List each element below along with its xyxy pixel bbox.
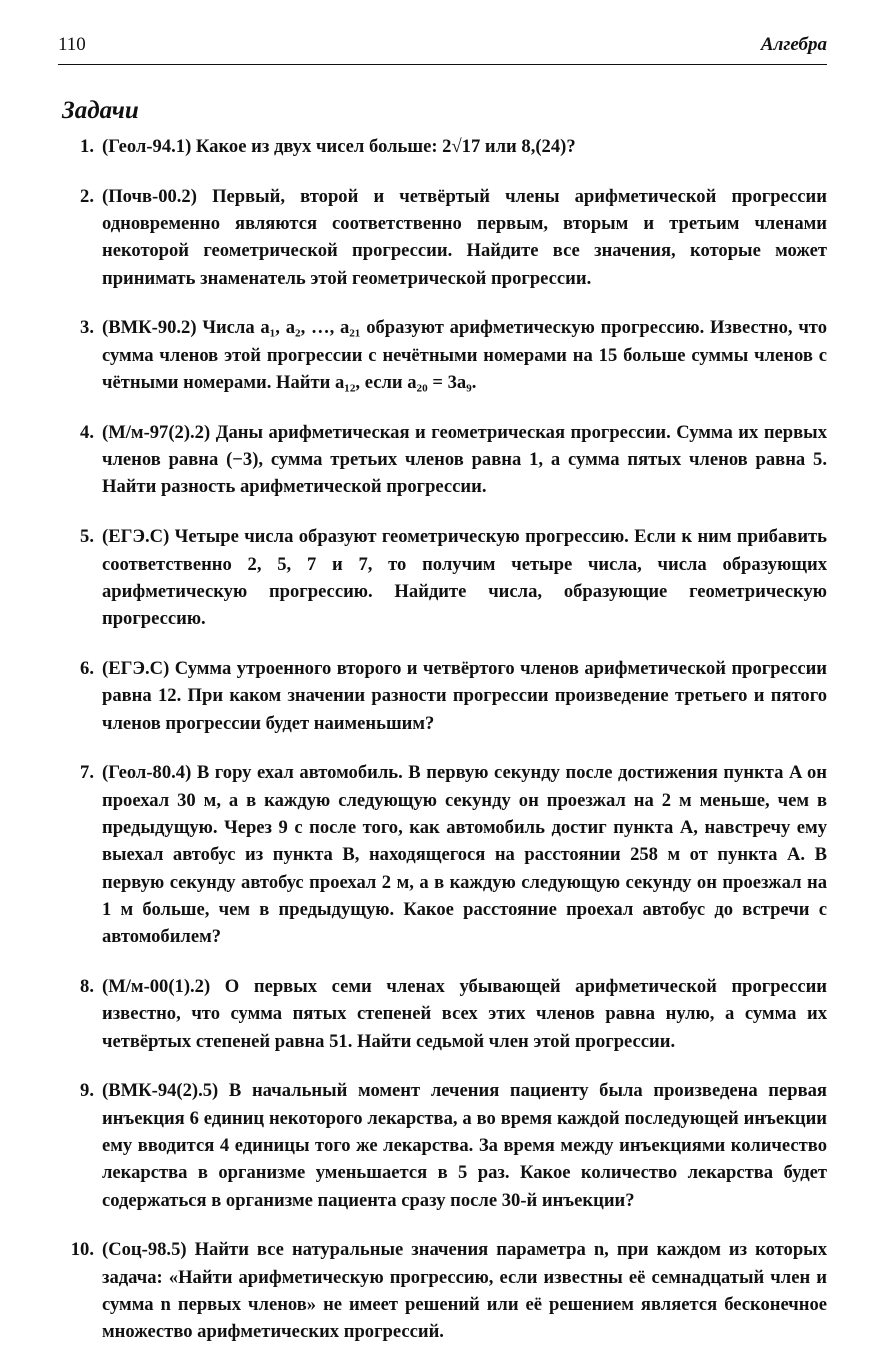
problem-item (58, 1077, 827, 1213)
problem-number: 5. (80, 526, 94, 548)
problem-text: (М/м-00(1).2) О первых семи членах убывающей арифметической прогрессии известно, что сумма пятых степеней всех этих членов равна нулю, а сумма их четвёртых степеней равна 51. Найти седьмой член этой прогрессии. (102, 975, 827, 1052)
problem-number: 6. (80, 657, 94, 679)
running-head: Алгебра (760, 34, 827, 55)
problem-text: (Геол-94.1) Какое из двух чисел больше: 2√17 или 8,(24)? (102, 136, 576, 157)
problem-number: 1. (80, 136, 94, 157)
problem-number: 2. (80, 185, 94, 207)
problem-item (58, 759, 827, 950)
problem-number: 8. (80, 975, 94, 997)
problem-text: (ЕГЭ.С) Сумма утроенного второго и четвёртого членов арифметической прогрессии равна 12. При каком значении разности прогрессии произведение третьего и пятого членов прогрессии будет наименьшим? (102, 657, 827, 734)
problem-item (58, 973, 827, 1055)
problem-item (58, 523, 827, 632)
problem-text: (Почв-00.2) Первый, второй и четвёртый члены арифметической прогрессии одновременно являются соответственно первым, вторым и третьим членами некоторой геометрической прогрессии. Найдите все значения, которые может принимать знаменатель этой геометрической прогрессии. (102, 185, 827, 289)
problem-item (58, 133, 827, 160)
header-rule (58, 64, 827, 65)
problem-item (58, 655, 827, 737)
problem-text: (Соц-98.5) Найти все натуральные значения параметра n, при каждом из которых задача: «Найти арифметическую прогрессию, если известны её семнадцатый член и сумма n первых членов» не имеет решений или её решением является бесконечное множество арифметических прогрессий. (102, 1239, 827, 1343)
problem-item (58, 183, 827, 292)
problem-item (58, 419, 827, 501)
page-number: 110 (58, 34, 86, 55)
problem-text: (ВМК-94(2).5) В начальный момент лечения пациенту была произведена первая инъекция 6 единиц некоторого лекарства, а во время каждой последующей инъекции ему вводится 4 единицы того же лекарства. За время между инъекциями количество лекарства в организме уменьшается в 5 раз. Какое количество лекарства будет содержаться в организме пациента сразу после 30-й инъекции? (102, 1080, 827, 1211)
problem-number: 4. (80, 421, 94, 443)
problem-item (58, 314, 827, 396)
problem-number: 9. (80, 1080, 94, 1102)
problem-list (58, 133, 827, 1345)
problem-number: 7. (80, 762, 94, 784)
problem-text: (ЕГЭ.С) Четыре числа образуют геометрическую прогрессию. Если к ним прибавить соответственно 2, 5, 7 и 7, то получим четыре числа, числа образующих арифметическую прогрессию. Найдите числа, образующие геометрическую прогрессию. (102, 526, 827, 630)
problem-text: (М/м-97(2).2) Даны арифметическая и геометрическая прогрессии. Сумма их первых членов равна (−3), сумма третьих членов равна 1, а сумма пятых членов равна 5. Найти разность арифметической прогрессии. (102, 421, 827, 498)
problem-text: (Геол-80.4) В гору ехал автомобиль. В первую секунду после достижения пункта A он проехал 30 м, а в каждую следующую секунду он проезжал на 2 м меньше, чем в предыдущую. Через 9 с после того, как автомобиль достиг пункта A, навстречу ему выехал автобус из пункта B, находящегося на расстоянии 258 м от пункта A. В первую секунду автобус проехал 2 м, а в каждую следующую секунду он проезжал на 1 м больше, чем в предыдущую. Какое расстояние проехал автобус до встречи с автомобилем? (102, 762, 827, 948)
page-header (58, 34, 827, 60)
problem-number: 3. (80, 317, 94, 339)
problem-number: 10. (70, 1239, 94, 1261)
problem-item (58, 1236, 827, 1345)
section-title: Задачи (62, 97, 139, 124)
problem-text: (ВМК-90.2) Числа a₁, a₂, …, a₂₁ образуют арифметическую прогрессию. Известно, что сумма членов этой прогрессии с нечётными номерами на 15 больше суммы членов с чётными номерами. Найти a₁₂, если a₂₀ = 3a₉. (102, 317, 827, 394)
